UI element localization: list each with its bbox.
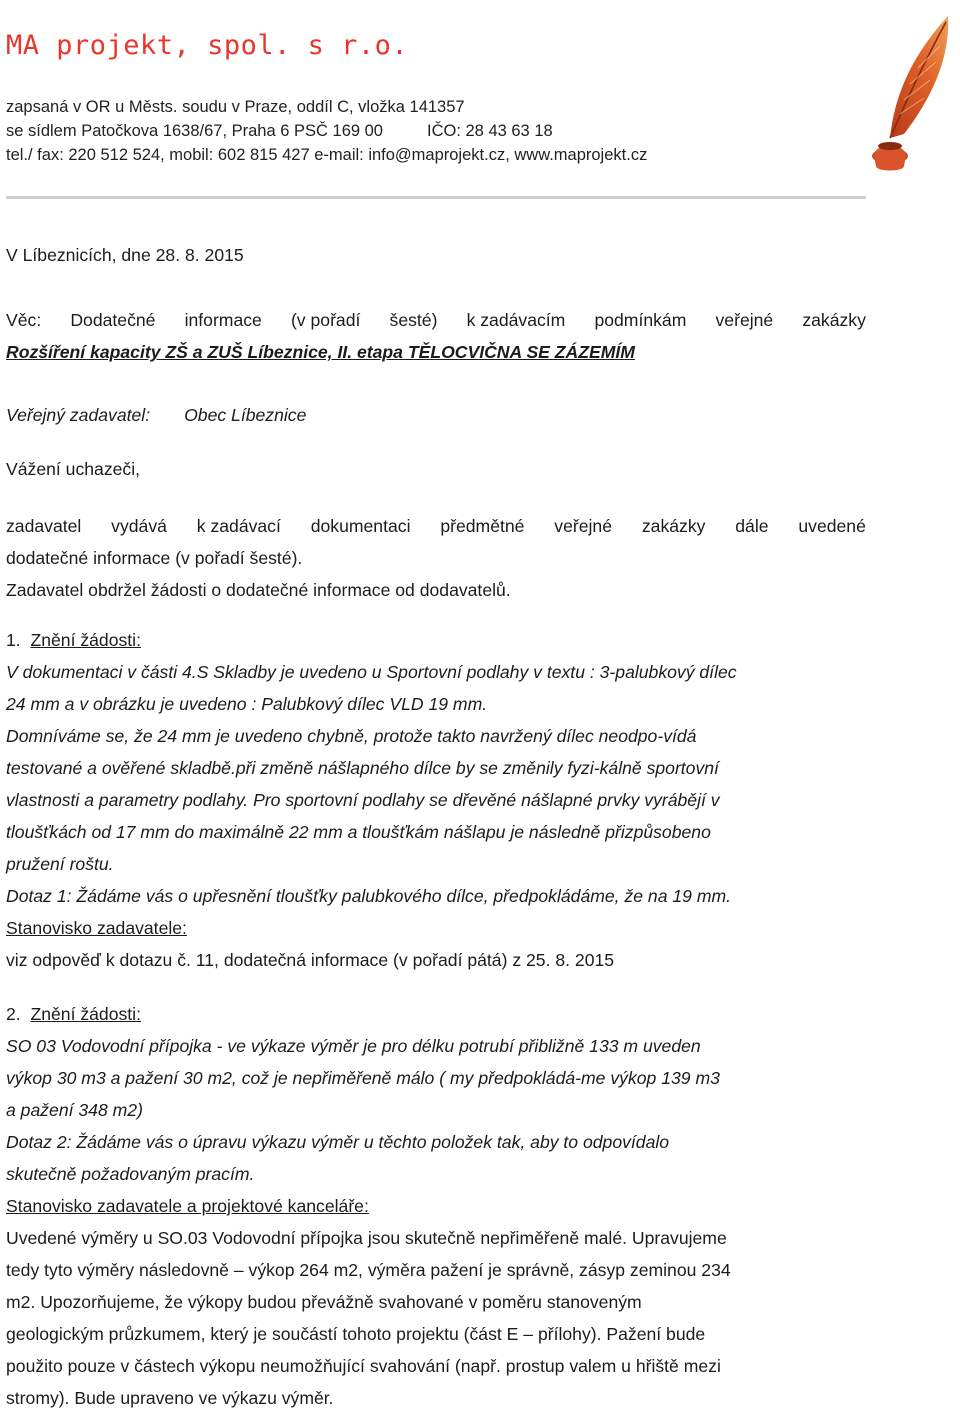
intro-word: zadavatel <box>6 516 82 536</box>
salutation: Vážení uchazeči, <box>6 459 140 479</box>
address-text: se sídlem Patočkova 1638/67, Praha 6 PSČ 169 00 <box>6 122 383 140</box>
q1-request-line: testované a ověřené skladbě.při změně nášlapného dílce by se změnily fyzi-kálně sportovní <box>6 758 719 778</box>
q2-question: Dotaz 2: Žádáme vás o úpravu výkazu výměr u těchto položek tak, aby to odpovídalo <box>6 1132 670 1152</box>
q1-request-line: 24 mm a v obrázku je uvedeno : Palubkový dílec VLD 19 mm. <box>6 694 488 714</box>
q1-request-line: Domníváme se, že 24 mm je uvedeno chybně, protože takto navržený dílec neodpo-vídá <box>6 726 697 746</box>
intro-line <box>6 515 866 537</box>
q2-answer-line: stromy). Bude upraveno ve výkazu výměr. <box>6 1388 334 1408</box>
contracting-authority <box>6 404 306 426</box>
q2-answer-line: m2. Upozorňujeme, že výkopy budou převážně svahované v poměru stanoveným <box>6 1292 642 1312</box>
q2-answer-line: geologickým průzkumem, který je součástí tohoto projektu (část E – přílohy). Pažení bude <box>6 1324 706 1344</box>
header-divider <box>6 196 866 199</box>
intro-line: Zadavatel obdržel žádosti o dodatečné informace od dodavatelů. <box>6 580 511 600</box>
q2-heading <box>6 1003 141 1025</box>
subject-word: Dodatečné <box>70 310 156 330</box>
q1-request-line: pružení roštu. <box>6 854 114 874</box>
ico-text: IČO: 28 43 63 18 <box>427 122 553 140</box>
q2-answer-heading: Stanovisko zadavatele a projektové kanceláře: <box>6 1196 369 1216</box>
intro-word: vydává <box>111 516 167 536</box>
q1-request-line: vlastnosti a parametry podlahy. Pro sportovní podlahy se dřevěné nášlapné prvky vyrábějí v <box>6 790 720 810</box>
date-line: V Líbeznicích, dne 28. 8. 2015 <box>6 245 244 265</box>
q1-answer-heading: Stanovisko zadavatele: <box>6 918 187 938</box>
intro-word: předmětné <box>440 516 525 536</box>
contracting-value: Obec Líbeznice <box>184 405 307 425</box>
subject-word: šesté) <box>389 310 438 330</box>
q2-request-line: SO 03 Vodovodní přípojka - ve výkaze výměr je pro délku potrubí přibližně 133 m uveden <box>6 1036 701 1056</box>
address-line <box>6 122 553 141</box>
q1-answer: viz odpověď k dotazu č. 11, dodatečná informace (v pořadí pátá) z 25. 8. 2015 <box>6 950 615 970</box>
contact-line: tel./ fax: 220 512 524, mobil: 602 815 427 e-mail: info@maprojekt.cz, www.maprojekt.cz <box>6 146 648 164</box>
q2-answer-line: Uvedené výměry u SO.03 Vodovodní přípojka jsou skutečně nepřiměřeně malé. Upravujeme <box>6 1228 727 1248</box>
intro-word: k zadávací <box>196 516 281 536</box>
subject-line <box>6 309 866 331</box>
subject-word: k zadávacím <box>466 310 566 330</box>
intro-line: dodatečné informace (v pořadí šesté). <box>6 548 303 568</box>
subject-word: podmínkám <box>594 310 687 330</box>
intro-word: uvedené <box>798 516 866 536</box>
subject-title: Rozšíření kapacity ZŠ a ZUŠ Líbeznice, II. etapa TĚLOCVIČNA SE ZÁZEMÍM <box>6 342 635 362</box>
q1-request-line: V dokumentaci v části 4.S Skladby je uvedeno u Sportovní podlahy v textu : 3-palubkový dílec <box>6 662 737 682</box>
q2-request-line: a pažení 348 m2) <box>6 1100 143 1120</box>
company-name: MA projekt, spol. s r.o. <box>6 30 409 61</box>
q2-answer-line: tedy tyto výměry následovně – výkop 264 m2, výměra pažení je správně, zásyp zeminou 234 <box>6 1260 731 1280</box>
q1-heading <box>6 629 141 651</box>
q2-answer-line: použito pouze v částech výkopu neumožňující svahování (např. prostup valem u hřiště mezi <box>6 1356 721 1376</box>
q2-request-line: výkop 30 m3 a pažení 30 m2, což je nepřiměřeně málo ( my předpokládá-me výkop 139 m3 <box>6 1068 720 1088</box>
q2-question: skutečně požadovaným pracím. <box>6 1164 255 1184</box>
intro-word: dále <box>735 516 769 536</box>
subject-word: informace <box>184 310 262 330</box>
q1-heading-text: Znění žádosti: <box>30 630 141 650</box>
intro-word: dokumentaci <box>310 516 411 536</box>
contracting-label: Veřejný zadavatel: <box>6 405 151 425</box>
intro-word: zakázky <box>641 516 706 536</box>
q1-request-line: tloušťkách od 17 mm do maximálně 22 mm a tloušťkám nášlapu je následně přizpůsobeno <box>6 822 711 842</box>
intro-word: veřejné <box>554 516 613 536</box>
q2-number: 2. <box>6 1004 21 1024</box>
subject-word: veřejné <box>715 310 774 330</box>
subject-word: (v pořadí <box>290 310 361 330</box>
registration-line: zapsaná v OR u Městs. soudu v Praze, oddíl C, vložka 141357 <box>6 98 465 116</box>
subject-word: zakázky <box>802 310 866 330</box>
q1-question: Dotaz 1: Žádáme vás o upřesnění tloušťky palubkového dílce, předpokládáme, že na 19 mm. <box>6 886 732 906</box>
subject-word: Věc: <box>6 310 42 330</box>
q1-number: 1. <box>6 630 21 650</box>
q2-heading-text: Znění žádosti: <box>30 1004 141 1024</box>
quill-ink-pot-logo-icon <box>860 10 956 178</box>
